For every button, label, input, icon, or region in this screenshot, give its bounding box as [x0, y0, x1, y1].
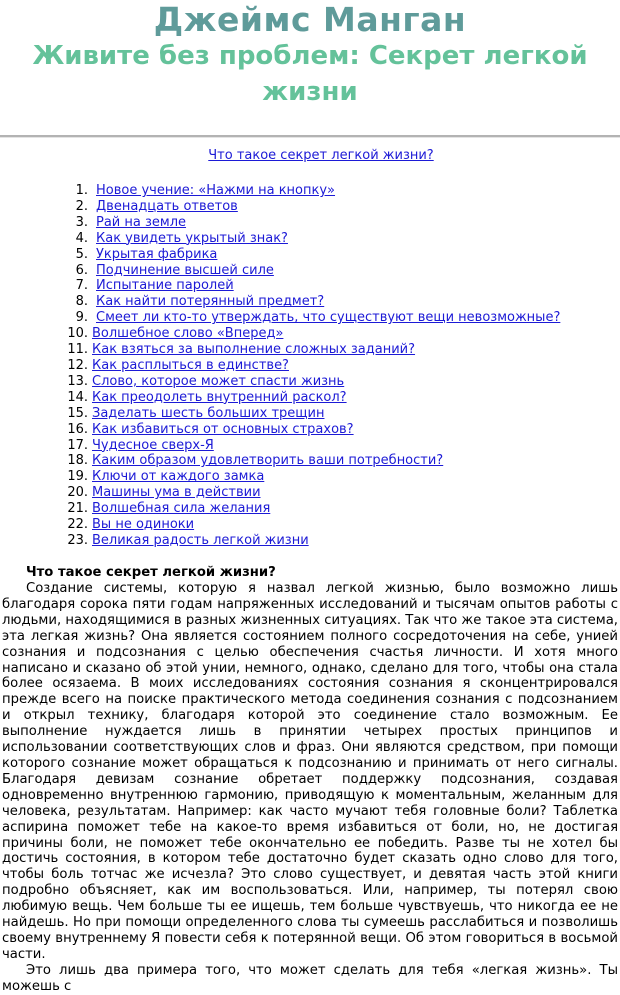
- toc-item: [0, 453, 560, 469]
- toc-item: [0, 310, 560, 326]
- toc-item: [0, 247, 560, 263]
- toc-item: [0, 342, 560, 358]
- body-paragraph: Это лишь два примера того, что может сделать для тебя «легкая жизнь». Ты можешь с: [2, 962, 618, 994]
- toc-item: [0, 517, 560, 533]
- toc-item-link[interactable]: Машины ума в действии: [92, 485, 261, 501]
- book-title: Живите без проблем: Секрет легкой жизни: [32, 41, 588, 107]
- toc-item-number: 19.: [67, 469, 88, 485]
- toc-item-link[interactable]: Новое учение: «Нажми на кнопку»: [96, 183, 336, 198]
- toc-item-link[interactable]: Рай на земле: [96, 214, 187, 230]
- toc-item-link[interactable]: Подчинение высшей силе: [96, 262, 274, 278]
- toc-item-number: 4.: [75, 230, 88, 246]
- toc-item-link[interactable]: Великая радость легкой жизни: [92, 532, 309, 548]
- toc-item-link[interactable]: Испытание паролей: [96, 278, 234, 294]
- toc-item-number: 21.: [67, 501, 88, 517]
- toc-item: [0, 263, 560, 279]
- toc-item: [0, 294, 560, 310]
- toc-item-link[interactable]: Укрытая фабрика: [96, 246, 218, 262]
- toc-item: [0, 231, 560, 247]
- toc-item-number: 1.: [75, 183, 88, 198]
- toc-item: [0, 390, 560, 406]
- toc-item-number: 18.: [67, 453, 88, 469]
- toc-item-number: 12.: [67, 357, 88, 373]
- toc-item-number: 5.: [75, 246, 88, 262]
- toc-item-link[interactable]: Как расплыться в единстве?: [92, 357, 289, 373]
- toc-item: [0, 533, 560, 549]
- toc-item-link[interactable]: Волшебное слово «Вперед»: [92, 326, 284, 342]
- header-divider: [0, 135, 620, 138]
- toc-item: [0, 438, 560, 454]
- toc-item: [0, 422, 560, 438]
- toc-item: [0, 501, 560, 517]
- body-paragraph: Создание системы, которую я назвал легкой жизнью, было возможно лишь благодаря сорока пяти годам напряженных исследований и тысячам опытов работы с людьми, находящимися в разных жизненных ситуациях. Так что же такое эта система, эта легкая жизнь? Она является состоянием полного сосредоточения на себе, унией сознания и подсознания с целью обеспечения счастья личности. И хотя много написано и сказано об этой унии, немного, однако, сделано для того, чтобы она стала более осязаема. В моих исследованиях состояния сознания я сконцентрировался прежде всего на поиске практического метода соединения сознания с подсознанием и открыл технику, благодаря которой это соединение стало возможным. Ее выполнение нуждается лишь в принятии четырех простых принципов и использовании соответствующих слов и фраз. Они являются средством, при помощи которого сознание может обращаться к подсознанию и принимать от него сигналы. Благодаря девизам сознание обретает поддержку подсознания, создавая одновременно внутреннюю гармонию, приводящую к моментальным, желанным для человека, результатам. Например: как часто мучают тебя головные боли? Таблетка аспирина поможет тебе на какое-то время избавиться от боли, но, не достигая причины боли, не поможет тебе окончательно ее победить. Разве ты не хотел бы достичь состояния, в котором тебе достаточно будет сказать одно слово для того, чтобы боль тотчас же исчезла? Это слово существует, и девятая часть этой книги подробно объясняет, как им воспользоваться. Или, например, ты потерял свою любимую вещь. Чем больше ты ее ищешь, тем больше чувствуешь, что никогда ее не найдешь. Но при помощи определенного слова ты сумеешь расслабиться и позволишь своему внутреннему Я повести себя к потерянной вещи. Об этом говориться в восьмой части.: [2, 581, 618, 962]
- toc-item-link[interactable]: Ключи от каждого замка: [92, 469, 265, 485]
- toc-item-number: 8.: [75, 294, 88, 310]
- toc-item-number: 7.: [75, 278, 88, 294]
- toc-item-number: 20.: [67, 485, 88, 501]
- toc-item-link[interactable]: Как взяться за выполнение сложных заданий?: [92, 342, 416, 358]
- toc-item-number: 22.: [67, 517, 88, 533]
- toc-item-link[interactable]: Как преодолеть внутренний раскол?: [92, 389, 347, 405]
- toc-item-number: 2.: [75, 198, 88, 214]
- toc-item: [0, 469, 560, 485]
- toc-item-link[interactable]: Смеет ли кто-то утверждать, что существуют вещи невозможные?: [96, 310, 561, 326]
- author-name: Джеймс Манган: [153, 0, 467, 39]
- toc-item-number: 17.: [67, 437, 88, 453]
- toc-item-number: 15.: [67, 405, 88, 421]
- toc-item: [0, 358, 560, 374]
- toc-item-link[interactable]: Двенадцать ответов: [96, 198, 238, 214]
- toc-item-number: 13.: [67, 373, 88, 389]
- toc-item-number: 16.: [67, 421, 88, 437]
- chapter-content: [2, 565, 618, 995]
- toc-item-number: 9.: [75, 310, 88, 326]
- toc-item-link[interactable]: Заделать шесть больших трещин: [92, 405, 325, 421]
- toc-item-link[interactable]: Как увидеть укрытый знак?: [96, 230, 288, 246]
- toc-heading-link[interactable]: Что такое секрет легкой жизни?: [208, 148, 434, 163]
- toc-item-link[interactable]: Каким образом удовлетворить ваши потребности?: [92, 453, 444, 469]
- toc-item-link[interactable]: Вы не одиноки: [92, 517, 195, 533]
- toc-item-number: 6.: [75, 262, 88, 278]
- toc-item: [0, 326, 560, 342]
- toc-item-number: 14.: [67, 389, 88, 405]
- toc-item-number: 11.: [67, 342, 88, 358]
- toc-heading: [0, 147, 620, 165]
- toc-item: [0, 183, 560, 199]
- toc-item-number: 3.: [75, 214, 88, 230]
- table-of-contents: [0, 183, 560, 549]
- toc-item-link[interactable]: Волшебная сила желания: [92, 501, 271, 517]
- toc-item: [0, 374, 560, 390]
- toc-item-link[interactable]: Чудесное сверх-Я: [92, 437, 214, 453]
- toc-item: [0, 215, 560, 231]
- toc-item-number: 23.: [67, 532, 88, 548]
- toc-item-link[interactable]: Как избавиться от основных страхов?: [92, 421, 354, 437]
- toc-item: [0, 485, 560, 501]
- toc-item: [0, 199, 560, 215]
- toc-item: [0, 278, 560, 294]
- section-heading: Что такое секрет легкой жизни?: [26, 565, 276, 580]
- toc-item-link[interactable]: Как найти потерянный предмет?: [96, 294, 325, 310]
- toc-item-link[interactable]: Слово, которое может спасти жизнь: [92, 373, 345, 389]
- toc-item-number: 10.: [67, 326, 88, 342]
- toc-item: [0, 406, 560, 422]
